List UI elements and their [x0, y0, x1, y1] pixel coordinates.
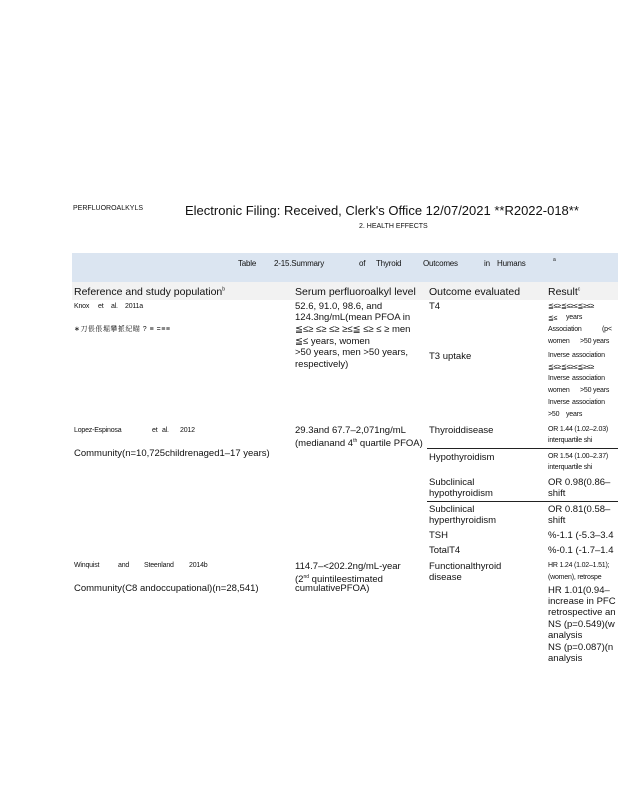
title-word: Table	[238, 259, 257, 268]
result-token: association	[572, 399, 605, 406]
result-line: analysis	[548, 653, 583, 664]
serum-level: 114.7–<202.2ng/mL-year	[295, 561, 401, 572]
column-header-result	[548, 286, 580, 298]
serum-level-continued: ≦≤≥ ≤≥ ≤≥ ≥≤≦ ≤≥ ≤ ≥ men	[295, 324, 411, 335]
outcome-t3-uptake: T3 uptake	[429, 351, 472, 362]
result-line: OR 1.54 (1.00–2.37)	[548, 453, 609, 460]
reference-word: 2014b	[189, 562, 208, 569]
result-token: Inverse	[548, 375, 570, 382]
result-line: %-0.1 (-1.7–1.4	[548, 545, 614, 556]
outcome-total-t4: TotalT4	[429, 545, 461, 556]
outcome-functional-thyroid-disease: Functionalthyroid disease	[429, 561, 502, 583]
serum-level-line: respectively)	[295, 359, 349, 370]
result-line: OR 0.98(0.86–	[548, 477, 611, 488]
reference-word: et	[152, 427, 158, 434]
result-line: OR 1.44 (1.02–2.03)	[548, 426, 609, 433]
result-line: shift	[548, 515, 566, 526]
serum-level-line: >50 years, men >50 years,	[295, 347, 409, 358]
result-line: increase in PFC	[548, 596, 616, 607]
title-word: in	[484, 259, 490, 268]
result-token: women	[548, 338, 570, 345]
result-token: (p<	[602, 326, 612, 333]
result-token: years	[566, 411, 583, 418]
footnote-mark: c	[577, 286, 581, 293]
serum-level-text: quintileestimated	[309, 574, 383, 586]
result-token: years	[566, 314, 583, 321]
serum-level	[295, 425, 425, 449]
result-line: OR 0.81(0.58–	[548, 504, 611, 515]
title-word: 2-15.Summary	[274, 259, 325, 268]
reference-word: 2011a	[125, 303, 143, 310]
serum-level-text: 29.3and 67.7–2,071ng/mL (medianand 4	[295, 425, 406, 450]
result-line: HR 1.24 (1.02–1.51);	[548, 562, 610, 569]
result-token: Inverse	[548, 399, 570, 406]
population: Community(C8 andoccupational)(n=28,541)	[74, 583, 259, 594]
reference-word: Steenland	[144, 562, 174, 569]
population: Community(n=10,725childrenaged1–17 years)	[74, 448, 270, 459]
column-header-reference-text: Reference and study population	[74, 286, 223, 298]
result-line: NS (p=0.549)(w	[548, 619, 615, 630]
result-line: analysis	[548, 630, 583, 641]
outcome-hypothyroidism: Hypothyroidism	[429, 452, 495, 463]
reference-word: al.	[162, 427, 169, 434]
title-word: Humans	[497, 259, 526, 268]
result-token: >50 years	[580, 387, 610, 394]
result-token: ≦≤≥≦≤≥≤≦≥≤≥	[548, 303, 595, 310]
column-header-reference	[74, 286, 225, 298]
result-token: >50 years	[580, 338, 610, 345]
outcome-subclinical-hypothyroidism: Subclinical hypothyroidism	[429, 477, 493, 499]
result-token: association	[572, 352, 605, 359]
reference-word: Knox	[74, 303, 90, 310]
result-token: women	[548, 387, 570, 394]
title-word: Outcomes	[423, 259, 458, 268]
outcome-thyroid-disease: Thyroiddisease	[429, 425, 494, 436]
result-token: Inverse	[548, 352, 570, 359]
row-divider	[427, 448, 618, 449]
outcome-subclinical-hyperthyroidism: Subclinical hyperthyroidism	[429, 504, 497, 526]
result-line: interquartile shi	[548, 437, 593, 444]
result-token: ≦≤≥≦≤≥≤≦≥≤≥	[548, 364, 595, 371]
outcome-t4: T4	[429, 301, 441, 312]
reference-word: al.	[111, 303, 118, 310]
outcome-tsh: TSH	[429, 530, 448, 541]
reference-word: 2012	[180, 427, 195, 434]
reference-word: and	[118, 562, 130, 569]
serum-level-text: PFOA)	[393, 438, 423, 450]
column-header-serum: Serum perfluoroalkyl level	[295, 286, 416, 298]
result-token: association	[572, 375, 605, 382]
population-garbled: ∗刀倀倀堀攀挀紀瞄 ? ≡ =≡≡	[74, 326, 171, 333]
ordinal-suffix: nd	[303, 574, 310, 580]
table-title-band	[72, 253, 618, 282]
result-line: (women), retrospe	[548, 574, 602, 581]
reference-word: et	[98, 303, 104, 310]
result-token: >50	[548, 411, 560, 418]
result-token: ≦≤	[548, 315, 558, 322]
title-word: Thyroid	[376, 259, 402, 268]
serum-level: 52.6, 91.0, 98.6, and 124.3ng/mL(mean PFOA in	[295, 301, 411, 323]
result-line: HR 1.01(0.94–	[548, 585, 610, 596]
footnote-mark: b	[222, 286, 226, 293]
result-line: NS (p=0.087)(n	[548, 642, 614, 653]
row-divider	[427, 501, 618, 502]
section-heading: 2. HEALTH EFFECTS	[359, 223, 428, 230]
running-header-label: PERFLUOROALKYLS	[73, 205, 144, 212]
ordinal-suffix: th	[353, 438, 358, 444]
column-header-result-text: Result	[548, 286, 578, 298]
filing-stamp: Electronic Filing: Received, Clerk's Office 12/07/2021 **R2022-018**	[185, 203, 579, 218]
serum-level-text: quartile	[357, 438, 392, 450]
result-line: retrospective an	[548, 607, 616, 618]
serum-level-line: ≦≤ years, women	[295, 336, 370, 347]
title-footnote-mark: a	[553, 257, 556, 263]
reference-word: Winquist	[74, 562, 100, 569]
result-line: %-1.1 (-5.3–3.4	[548, 530, 614, 541]
column-header-outcome: Outcome evaluated	[429, 286, 521, 298]
result-line: shift	[548, 488, 566, 499]
result-line: interquartile shi	[548, 464, 593, 471]
serum-level-text: (2	[295, 574, 304, 586]
result-token: Association	[548, 326, 582, 333]
title-word: of	[359, 259, 366, 268]
serum-level-line: cumulativePFOA)	[295, 583, 370, 594]
reference-word: Lopez-Espinosa	[74, 427, 122, 434]
